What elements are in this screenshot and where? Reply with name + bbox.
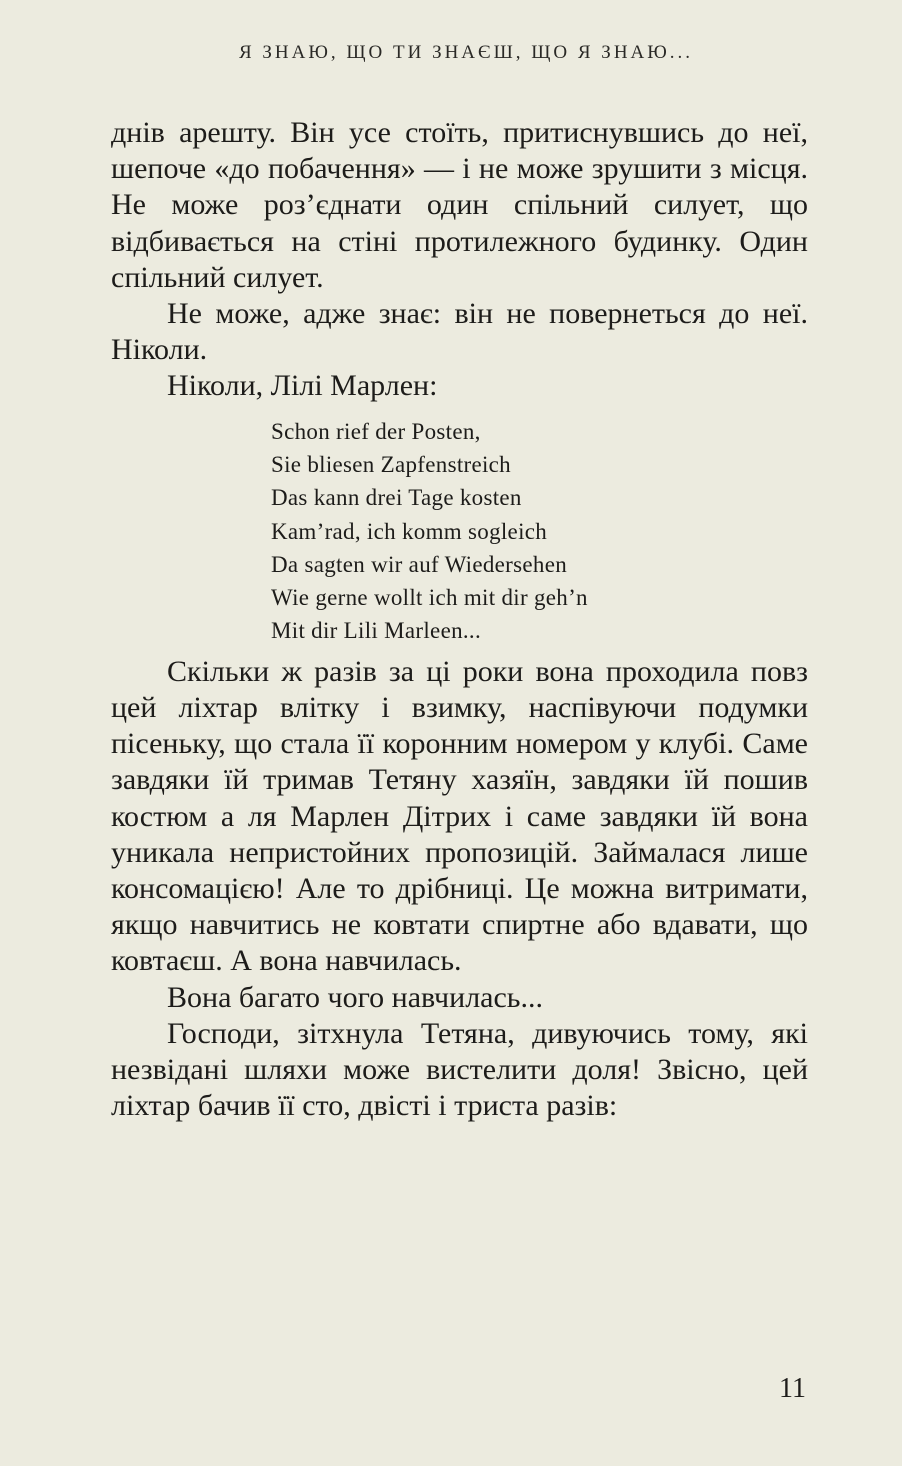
lyric-line: Mit dir Lili Marleen...	[271, 618, 482, 644]
lyric-line: Das kann drei Tage kosten	[271, 485, 522, 511]
paragraph-continued: днів арешту. Він усе стоїть, притиснувшись до неї, шепоче «до побачення» — і не може зрушити з місця. Не може роз’єднати один спільний силует, що відбивається на стіні протилежного будинку. Один спільний силует.	[111, 116, 808, 294]
lyric-line: Wie gerne wollt ich mit dir geh’n	[271, 585, 588, 611]
paragraph: Не може, адже знає: він не повернеться до неї. Ніколи.	[111, 297, 808, 367]
paragraph: Вона багато чого навчилась...	[167, 980, 543, 1014]
body-text	[111, 115, 808, 1124]
paragraph: Господи, зітхнула Тетяна, дивуючись тому, які незвідані шляхи може вистелити доля! Звісно, цей ліхтар бачив її сто, двісті і триста разів:	[111, 1016, 808, 1123]
page-number: 11	[779, 1373, 806, 1404]
lyric-line: Da sagten wir auf Wiedersehen	[271, 551, 568, 577]
paragraph: Ніколи, Лілі Марлен:	[167, 369, 438, 403]
lyric-line: Schon rief der Posten,	[271, 418, 481, 444]
paragraph: Скільки ж разів за ці роки вона проходила повз цей ліхтар влітку і взимку, наспівуючи подумки пісеньку, що стала її коронним номером у клубі. Саме завдяки їй тримав Тетяну хазяїн, завдяки їй пошив костюм а ля Марлен Дітрих і саме завдяки їй вона уникала непристойних пропозицій. Займалася лише консомацією! Але то дрібниці. Це можна витримати, якщо навчитись не ковтати спиртне або вдавати, що ковтаєш. А вона навчилась.	[111, 654, 808, 978]
lyric-line: Kam’rad, ich komm sogleich	[271, 518, 548, 544]
running-head: Я ЗНАЮ, ЩО ТИ ЗНАЄШ, ЩО Я ЗНАЮ...	[238, 42, 694, 63]
song-lyrics	[271, 415, 808, 648]
lyric-line: Sie bliesen Zapfenstreich	[271, 451, 511, 477]
